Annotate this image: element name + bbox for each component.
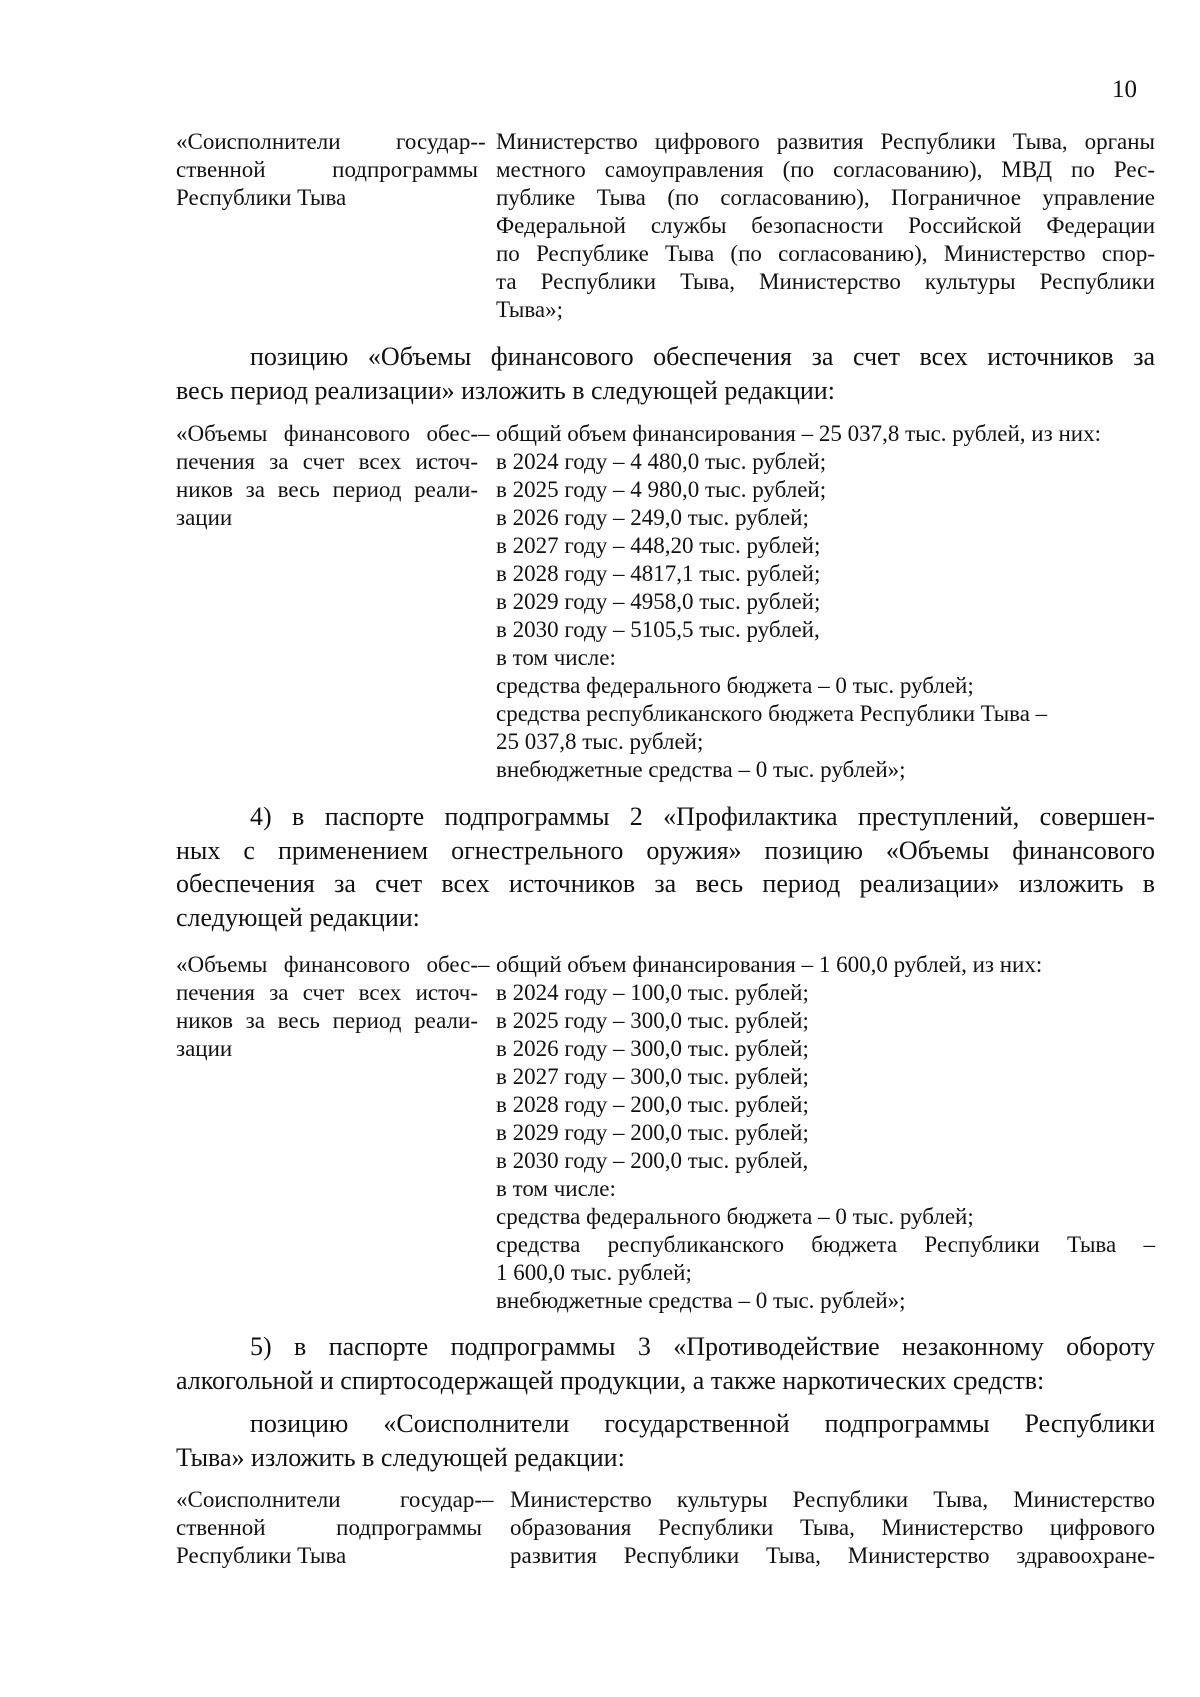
value-line: в 2027 году – 448,20 тыс. рублей; — [496, 533, 821, 558]
label-line: печения за счет всех источ- — [176, 449, 478, 474]
label-line: зации — [176, 505, 233, 530]
value-line: общий объем финансирования – 1 600,0 рублей, из них: — [496, 952, 1043, 977]
value-line: внебюджетные средства – 0 тыс. рублей»; — [496, 757, 906, 782]
label-line: Республики Тыва — [176, 185, 347, 210]
value-line: в 2029 году – 200,0 тыс. рублей; — [496, 1120, 809, 1145]
paragraph-line: обеспечения за счет всех источников за весь период реализации» изложить в — [176, 869, 1155, 898]
value-line: образования Республики Тыва, Министерство цифрового — [510, 1515, 1155, 1540]
value-line: та Республики Тыва, Министерство культуры Республики — [496, 269, 1155, 294]
value-line: 25 037,8 тыс. рублей; — [496, 729, 704, 754]
value-line: в 2030 году – 5105,5 тыс. рублей, — [496, 617, 820, 642]
label-line: «Объемы финансового обес- — [176, 952, 478, 977]
funding-value — [496, 951, 1155, 1315]
label-line: ников за весь период реали- — [176, 477, 478, 502]
value-line: Министерство цифрового развития Республики Тыва, органы — [496, 129, 1155, 154]
value-line: в 2025 году – 4 980,0 тыс. рублей; — [496, 477, 827, 502]
value-line: в 2028 году – 4817,1 тыс. рублей; — [496, 561, 821, 586]
value-line: Министерство культуры Республики Тыва, Министерство — [510, 1487, 1155, 1512]
value-line: в 2029 году – 4958,0 тыс. рублей; — [496, 589, 821, 614]
paragraph-line: Тыва» изложить в следующей редакции: — [176, 1442, 625, 1472]
value-line: средства федерального бюджета – 0 тыс. рублей; — [496, 673, 974, 698]
value-line: Федеральной службы безопасности Российской Федерации — [496, 213, 1155, 238]
paragraph-subprogram-3 — [176, 1330, 1155, 1397]
value-line: средства республиканского бюджета Республики Тыва – — [496, 1232, 1155, 1257]
value-line: по Республике Тыва (по согласованию), Министерство спор- — [496, 241, 1155, 266]
paragraph-line: позицию «Объемы финансового обеспечения за счет всех источников за — [250, 342, 1155, 371]
paragraph-subprogram-2 — [176, 800, 1155, 934]
coexecutors-value — [496, 128, 1155, 324]
label-line: зации — [176, 1036, 233, 1061]
label-line: ственной подпрограммы — [176, 1515, 482, 1540]
value-line: в 2027 году – 300,0 тыс. рублей; — [496, 1064, 809, 1089]
dash: - — [478, 129, 486, 154]
value-line: средства республиканского бюджета Республики Тыва – — [496, 701, 1048, 726]
label-line: «Объемы финансового обес- — [176, 421, 478, 446]
paragraph-line: ных с применением огнестрельного оружия» позицию «Объемы финансового — [176, 835, 1155, 865]
funding-value — [496, 420, 1155, 784]
value-line: в 2024 году – 100,0 тыс. рублей; — [496, 980, 809, 1005]
coexecutors-table-1 — [176, 128, 1155, 324]
coexecutors-value — [510, 1486, 1155, 1570]
paragraph-funding-position — [176, 340, 1155, 407]
paragraph-coexecutors-position — [176, 1407, 1155, 1474]
dash: – — [478, 421, 490, 446]
paragraph-line: 4) в паспорте подпрограммы 2 «Профилактика преступлений, совершен- — [250, 802, 1155, 831]
label-line: «Соисполнители государ- — [176, 129, 478, 154]
coexecutors-label — [176, 128, 478, 324]
label-line: печения за счет всех источ- — [176, 980, 478, 1005]
value-line: в 2026 году – 249,0 тыс. рублей; — [496, 505, 809, 530]
funding-table-2 — [176, 951, 1155, 1315]
coexecutors-table-2 — [176, 1486, 1155, 1570]
paragraph-line: весь период реализации» изложить в следующей редакции: — [176, 375, 835, 405]
dash: – — [482, 1487, 494, 1512]
coexecutors-label — [176, 1486, 482, 1570]
paragraph-line: позицию «Соисполнители государственной подпрограммы Республики — [250, 1409, 1155, 1438]
value-line: развития Республики Тыва, Министерство здравоохране- — [510, 1543, 1155, 1568]
paragraph-line: алкогольной и спиртосодержащей продукции, а также наркотических средств: — [176, 1365, 1045, 1395]
page-number: 10 — [1112, 76, 1137, 103]
value-line: местного самоуправления (по согласованию), МВД по Рес- — [496, 157, 1155, 182]
value-line: Тыва»; — [496, 297, 564, 322]
label-line: Республики Тыва — [176, 1543, 347, 1568]
paragraph-line: 5) в паспорте подпрограммы 3 «Противодействие незаконному обороту — [250, 1332, 1155, 1361]
funding-label — [176, 420, 478, 784]
funding-label — [176, 951, 478, 1315]
dash: – — [478, 952, 490, 977]
value-line: в том числе: — [496, 1176, 616, 1201]
label-line: «Соисполнители государ- — [176, 1487, 482, 1512]
value-line: в 2024 году – 4 480,0 тыс. рублей; — [496, 449, 827, 474]
value-line: в 2030 году – 200,0 тыс. рублей, — [496, 1148, 809, 1173]
label-line: ников за весь период реали- — [176, 1008, 478, 1033]
paragraph-line: следующей редакции: — [176, 902, 420, 932]
value-line: в том числе: — [496, 645, 616, 670]
label-line: ственной подпрограммы — [176, 157, 478, 182]
value-line: в 2028 году – 200,0 тыс. рублей; — [496, 1092, 809, 1117]
value-line: 1 600,0 тыс. рублей; — [496, 1260, 692, 1285]
value-line: внебюджетные средства – 0 тыс. рублей»; — [496, 1288, 906, 1313]
value-line: в 2026 году – 300,0 тыс. рублей; — [496, 1036, 809, 1061]
value-line: в 2025 году – 300,0 тыс. рублей; — [496, 1008, 809, 1033]
funding-table-1 — [176, 420, 1155, 784]
value-line: средства федерального бюджета – 0 тыс. рублей; — [496, 1204, 974, 1229]
value-line: публике Тыва (по согласованию), Пограничное управление — [496, 185, 1155, 210]
value-line: общий объем финансирования – 25 037,8 тыс. рублей, из них: — [496, 421, 1101, 446]
